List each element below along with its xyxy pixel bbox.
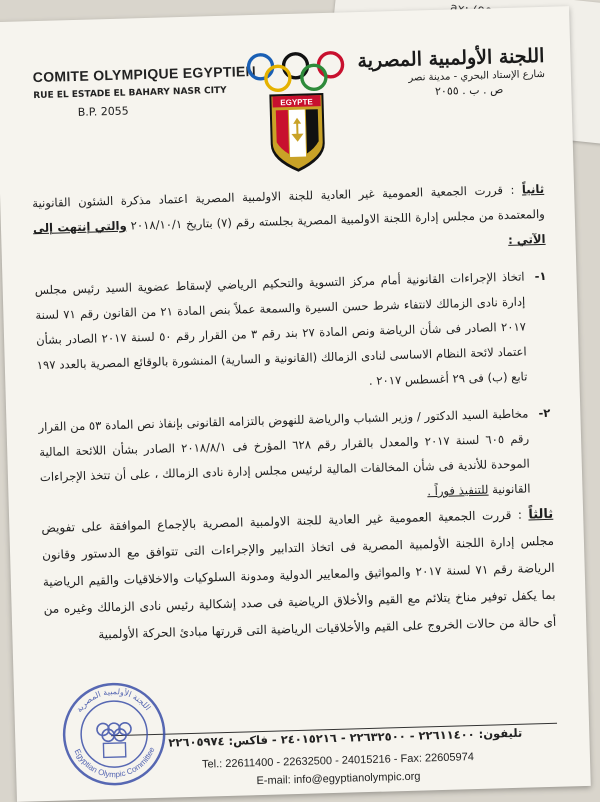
english-pobox: B.P. 2055 xyxy=(77,104,129,119)
header-arabic xyxy=(357,45,545,100)
svg-text:اللجنة الأولمبية المصرية xyxy=(74,686,153,714)
arabic-address: شارع الإستاد البحري - مدينة نصر xyxy=(408,68,546,84)
olympic-shield-logo xyxy=(240,46,353,175)
list-item-tail: للتنفيذ فوراً . xyxy=(427,482,489,499)
letter-page xyxy=(0,6,591,802)
list-item-number: ٢- xyxy=(538,405,551,421)
footer-email: E-mail: info@egyptianolympic.org xyxy=(256,770,421,788)
section-third xyxy=(41,501,557,650)
english-org-name: COMITE OLYMPIQUE EGYPTIEN xyxy=(32,62,257,86)
arabic-pobox: ص . ب . ٢٠٥٥ xyxy=(434,83,504,98)
logo-banner-text: EGYPTE xyxy=(280,97,313,108)
section-second-tail: والتي إنتهت إلى الآتي : xyxy=(32,218,546,247)
stamp-ring-text-arabic: اللجنة الأولمبية المصرية xyxy=(74,687,153,714)
english-address: RUE EL ESTADE EL BAHARY NASR CITY xyxy=(33,85,227,102)
section-third-label: ثالثاً xyxy=(528,506,554,523)
stamp-ring-text: Egyptian Olympic Committee xyxy=(72,745,157,780)
letter-body xyxy=(32,177,557,650)
list-item xyxy=(38,401,553,515)
section-third-text: : قررت الجمعية العمومية غير العادية للجنة الاولمبية المصرية بالإجماع الموافقة على تفويض مجلس إدارة اللجنة الأولمبية المصرية فى اتخاذ التدابير والإجراءات التى تتوافق مع الدستور وقانون الرياضة رقم ٧١ لسنة ٢٠١٧ والمواثيق والمعايير الدولية ومدونة السلوكيات والاخلاقيات والقيم الرياضية بما يكفل توفير مناخ يتلائم مع القيم والأخلاق الرياضية فى صدد إشكالية رئيس نادى الزمالك وغيره من أى حالة من حالات الخروج على القيم والأخلاقيات الرياضية التى قررتها مبادئ الحركة الأولمبية xyxy=(41,507,557,642)
footer-arabic-contacts: تليفون: ٢٢٦١١٤٠٠ - ٢٢٦٣٢٥٠٠ - ٢٤٠١٥٢١٦ - فاكس: ٢٢٦٠٥٩٧٤ xyxy=(168,725,523,750)
list-item-number: ١- xyxy=(534,268,547,284)
official-stamp xyxy=(58,678,171,791)
arabic-org-name: اللجنة الأولمبية المصرية xyxy=(357,44,545,73)
section-second-text: : قررت الجمعية العمومية غير العادية للجنة الاولمبية المصرية اعتماد مذكرة الشئون القانونية والمعتمدة من مجلس إدارة اللجنة الاولمبية المصرية بجلسته رقم (٧) بتاريخ ٢٠١٨/١٠/١ xyxy=(32,182,546,233)
section-second-label: ثانياً xyxy=(521,181,545,197)
list-item xyxy=(34,264,549,403)
list-item-text: اتخاذ الإجراءات القانونية أمام مركز التسوية والتحكيم الرياضي لإسقاط عضوية السيد رئيس مجلس إدارة نادى الزمالك لانتفاء شرط حسن السيرة والسمعة عملاً بنص المادة ٢١ من القانون رقم ٧١ لسنة ٢٠١٧ الصادر فى شأن الرياضة ونص المادة ٢٧ بند رقم ٣ من القرار رقم ٥٠ لسنة ٢٠١٧ الصادر بشأن اعتماد لائحة النظام الاساسى لنادى الزمالك (القانونية و السارية) المنشورة بالوقائع المصرية بالعدد ١٩٧ تابع (ب) فى ٢٩ أغسطس ٢٠١٧ . xyxy=(34,269,528,388)
section-second xyxy=(32,177,546,266)
footer-english-contacts: Tel.: 22611400 - 22632500 - 24015216 - Fax: 22605974 xyxy=(201,751,475,771)
list-item-text: مخاطبة السيد الدكتور / وزير الشباب والرياضة للنهوض بالتزامه القانونى بإنفاذ نص المادة ٥٣ من القرار رقم ٦٠٥ لسنة ٢٠١٧ والمعدل بالقرار رقم ٦٢٨ المؤرخ فى ٢٠١٨/٨/١ الصادر بشأن اللائحة المالية الموحدة للأندية فى شأن المخالفات المالية لرئيس مجلس إدارة نادى الزمالك ، على أن تتخذ الإجراءات القانونية xyxy=(38,406,531,497)
header-english xyxy=(33,63,258,120)
